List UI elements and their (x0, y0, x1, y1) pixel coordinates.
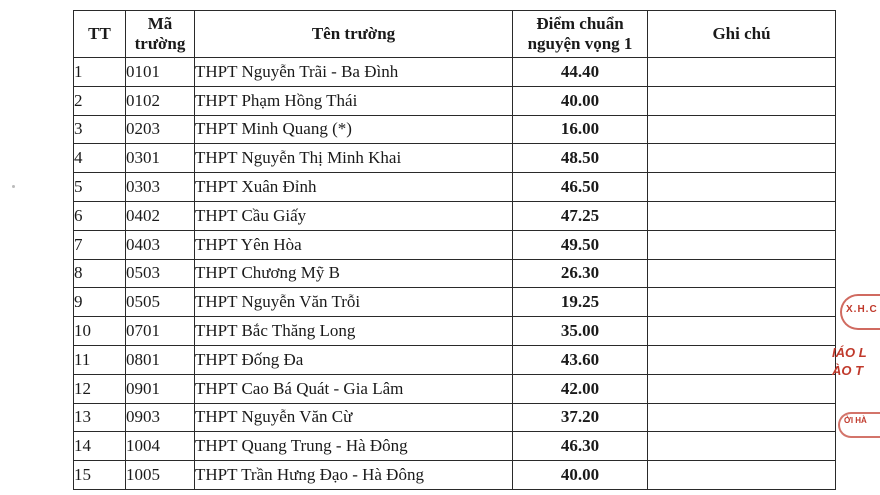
row-number: 14 (74, 432, 126, 461)
note (648, 259, 836, 288)
cutoff-score: 42.00 (513, 374, 648, 403)
note (648, 58, 836, 87)
school-name: THPT Minh Quang (*) (195, 115, 513, 144)
school-code: 0801 (126, 345, 195, 374)
row-number: 5 (74, 173, 126, 202)
table-row (74, 317, 836, 346)
school-name: THPT Trần Hưng Đạo - Hà Đông (195, 461, 513, 490)
school-name: THPT Quang Trung - Hà Đông (195, 432, 513, 461)
school-name: THPT Nguyễn Văn Trỗi (195, 288, 513, 317)
header-school-code-line2: trường (134, 34, 186, 53)
school-code: 0101 (126, 58, 195, 87)
table-row (74, 201, 836, 230)
header-tt: TT (74, 11, 126, 58)
cutoff-score: 48.50 (513, 144, 648, 173)
table-header (74, 11, 836, 58)
school-code: 0303 (126, 173, 195, 202)
header-cutoff-score-line1: Điểm chuẩn (536, 14, 624, 33)
row-number: 13 (74, 403, 126, 432)
school-code: 0203 (126, 115, 195, 144)
row-number: 12 (74, 374, 126, 403)
row-number: 9 (74, 288, 126, 317)
note (648, 461, 836, 490)
cutoff-score: 35.00 (513, 317, 648, 346)
table-row (74, 461, 836, 490)
school-code: 0403 (126, 230, 195, 259)
row-number: 1 (74, 58, 126, 87)
stamp-text-3: ỞI HÀ (844, 416, 867, 425)
school-code: 0503 (126, 259, 195, 288)
school-code: 0903 (126, 403, 195, 432)
cutoff-score: 46.30 (513, 432, 648, 461)
note (648, 403, 836, 432)
stamp-text-2b: ÀO T (832, 363, 864, 378)
note (648, 144, 836, 173)
header-school-code (126, 11, 195, 58)
stamp-text-1: X.H.C (846, 304, 878, 315)
cutoff-score: 16.00 (513, 115, 648, 144)
school-name: THPT Chương Mỹ B (195, 259, 513, 288)
note (648, 230, 836, 259)
row-number: 6 (74, 201, 126, 230)
header-school-code-line1: Mã (147, 14, 173, 33)
header-cutoff-score (513, 11, 648, 58)
scan-speck (12, 185, 15, 188)
cutoff-score: 47.25 (513, 201, 648, 230)
row-number: 8 (74, 259, 126, 288)
note (648, 201, 836, 230)
note (648, 432, 836, 461)
school-code: 0701 (126, 317, 195, 346)
cutoff-score: 40.00 (513, 461, 648, 490)
row-number: 7 (74, 230, 126, 259)
table-row (74, 86, 836, 115)
header-school-name: Tên trường (195, 11, 513, 58)
school-code: 1004 (126, 432, 195, 461)
cutoff-score: 19.25 (513, 288, 648, 317)
table-row (74, 230, 836, 259)
note (648, 374, 836, 403)
school-name: THPT Đống Đa (195, 345, 513, 374)
row-number: 4 (74, 144, 126, 173)
header-note: Ghi chú (648, 11, 836, 58)
table-row (74, 58, 836, 87)
cutoff-score: 44.40 (513, 58, 648, 87)
cutoff-score: 37.20 (513, 403, 648, 432)
school-code: 0901 (126, 374, 195, 403)
table-row (74, 144, 836, 173)
stamp-text-2a: IÁO L (832, 345, 867, 360)
school-name: THPT Cầu Giấy (195, 201, 513, 230)
table-row (74, 374, 836, 403)
note (648, 115, 836, 144)
note (648, 317, 836, 346)
school-name: THPT Yên Hòa (195, 230, 513, 259)
table-row (74, 345, 836, 374)
cutoff-score: 26.30 (513, 259, 648, 288)
school-code: 0301 (126, 144, 195, 173)
admission-score-table (73, 10, 836, 490)
school-code: 1005 (126, 461, 195, 490)
note (648, 345, 836, 374)
red-seal-stamp (832, 282, 880, 442)
school-code: 0505 (126, 288, 195, 317)
row-number: 3 (74, 115, 126, 144)
school-name: THPT Xuân Đỉnh (195, 173, 513, 202)
table-row (74, 288, 836, 317)
table-row (74, 173, 836, 202)
table-row (74, 403, 836, 432)
school-name: THPT Nguyễn Trãi - Ba Đình (195, 58, 513, 87)
cutoff-score: 43.60 (513, 345, 648, 374)
cutoff-score: 49.50 (513, 230, 648, 259)
school-name: THPT Nguyễn Thị Minh Khai (195, 144, 513, 173)
school-name: THPT Phạm Hồng Thái (195, 86, 513, 115)
cutoff-score: 40.00 (513, 86, 648, 115)
table-row (74, 432, 836, 461)
note (648, 86, 836, 115)
header-cutoff-score-line2: nguyện vọng 1 (527, 34, 633, 53)
table-body (74, 58, 836, 490)
school-code: 0102 (126, 86, 195, 115)
stamp-text-2 (832, 344, 867, 380)
school-name: THPT Nguyễn Văn Cừ (195, 403, 513, 432)
note (648, 173, 836, 202)
cutoff-score: 46.50 (513, 173, 648, 202)
table-row (74, 259, 836, 288)
note (648, 288, 836, 317)
row-number: 11 (74, 345, 126, 374)
row-number: 10 (74, 317, 126, 346)
table-row (74, 115, 836, 144)
school-name: THPT Cao Bá Quát - Gia Lâm (195, 374, 513, 403)
school-name: THPT Bắc Thăng Long (195, 317, 513, 346)
school-code: 0402 (126, 201, 195, 230)
row-number: 2 (74, 86, 126, 115)
row-number: 15 (74, 461, 126, 490)
